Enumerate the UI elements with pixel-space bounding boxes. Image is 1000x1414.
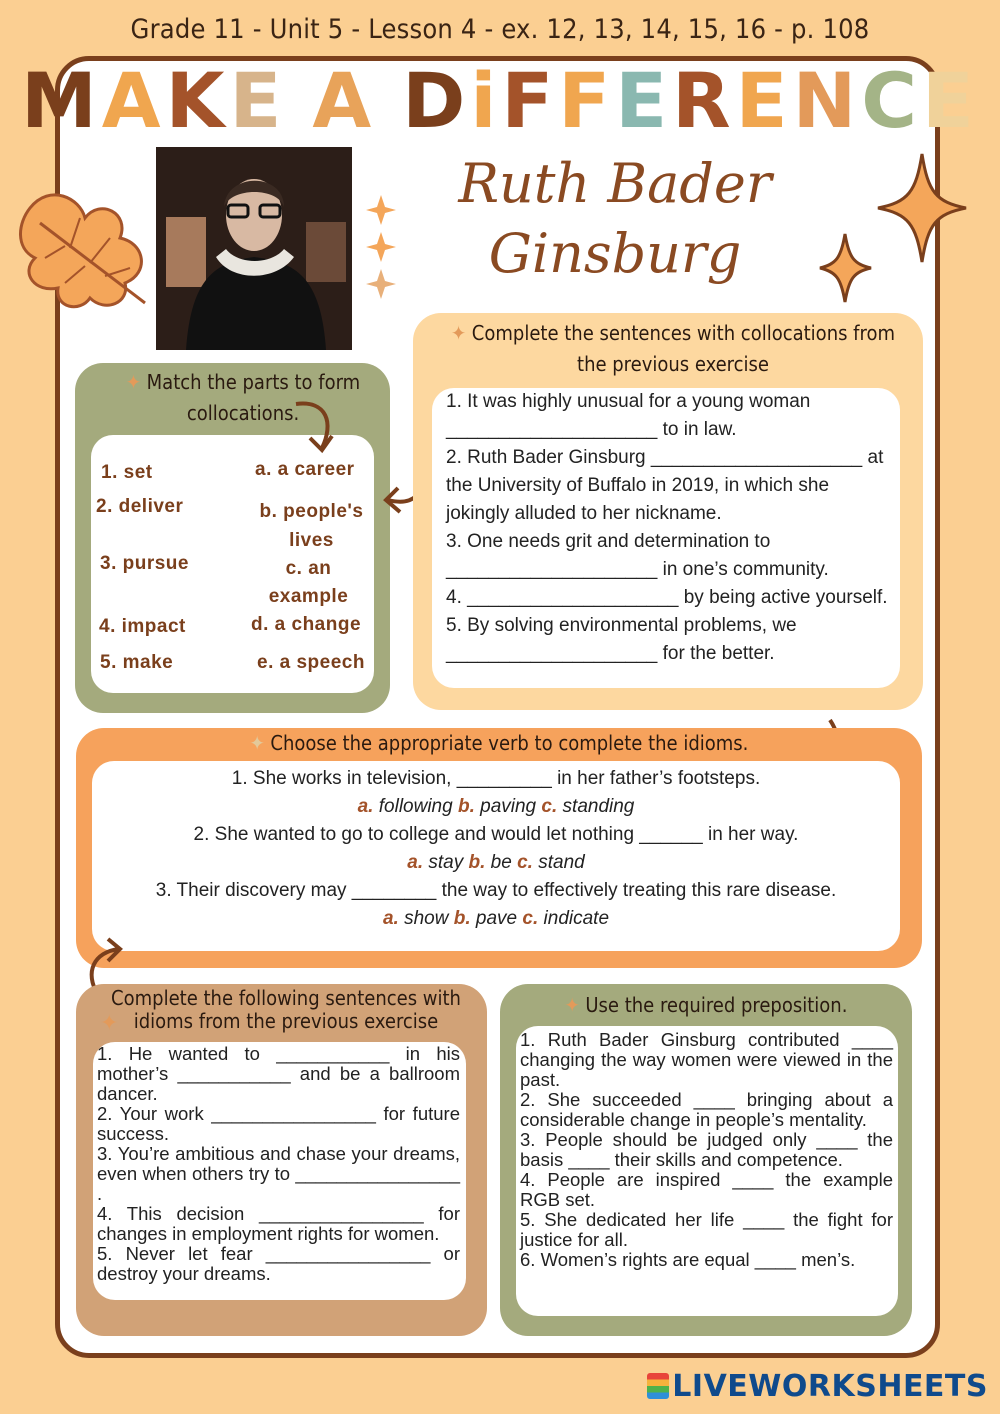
title-letter: E — [615, 56, 673, 145]
option-letter: b. — [453, 908, 471, 929]
option-letter: a. — [382, 908, 399, 929]
option-text[interactable]: pave — [470, 908, 523, 929]
leaf-icon — [10, 178, 160, 323]
verb-options-2 — [92, 849, 900, 877]
collocation-right-c: c. an example — [268, 558, 349, 607]
complete-item-3: 3. One needs grit and determination to ____________________ in one’s community. — [446, 531, 829, 580]
star-large-icon — [876, 152, 968, 264]
idiom-item-4: 4. This decision ________________ for changes in employment rights for women. — [97, 1203, 460, 1244]
collocation-left-2: 2. deliver — [96, 496, 184, 517]
option-text[interactable]: indicate — [538, 908, 610, 929]
collocation-right-b: b. people's lives — [259, 501, 364, 551]
star-small-icon — [818, 232, 873, 304]
portrait-photo — [156, 147, 352, 350]
collocation-left-4: 4. impact — [99, 616, 186, 637]
title-letter: K — [165, 56, 230, 145]
complete-item-4: 4. ____________________ by being active yourself. — [446, 587, 888, 608]
prep-item-4: 4. People are inspired ____ the example RGB set. — [520, 1169, 893, 1210]
option-text[interactable]: paving — [474, 796, 542, 817]
verb-panel — [76, 728, 922, 968]
title-letter: A — [101, 56, 166, 145]
collocation-left-5: 5. make — [100, 652, 174, 673]
title-letter: D — [402, 56, 471, 145]
title-letter: C — [861, 56, 922, 145]
complete-item-1: 1. It was highly unusual for a young woman ____________________ to in law. — [446, 391, 811, 440]
arrow-icon — [292, 398, 342, 458]
option-text[interactable]: stay — [423, 852, 469, 873]
title-letter: E — [921, 56, 979, 145]
complete-inner — [432, 388, 900, 688]
idiom-inner — [93, 1042, 466, 1300]
title-letter: F — [558, 56, 616, 145]
option-letter: c. — [517, 852, 533, 873]
option-letter: c. — [541, 796, 558, 817]
title-letter: E — [735, 56, 793, 145]
option-text[interactable]: show — [398, 908, 454, 929]
idiom-panel — [76, 984, 487, 1336]
title-letter: M — [21, 56, 102, 145]
option-letter: b. — [457, 796, 475, 817]
option-text[interactable]: standing — [557, 796, 635, 817]
prep-item-6: 6. Women’s rights are equal ____ men’s. — [520, 1249, 856, 1270]
complete-panel-heading: ✦ Complete the sentences with collocations from the previous exercise — [451, 321, 895, 376]
option-text[interactable]: following — [373, 796, 458, 817]
prep-item-2: 2. She succeeded ____ bringing about a considerable change in people’s mentality. — [520, 1089, 893, 1130]
liveworksheets-logo[interactable]: LIVEWORKSHEETS — [647, 1369, 988, 1404]
option-letter: a. — [357, 796, 374, 817]
title-letter: A — [312, 56, 377, 145]
idiom-panel-heading: Complete the following sentences with idioms from the previous exercise — [111, 986, 461, 1033]
title-letter: R — [672, 56, 736, 145]
verb-inner — [92, 761, 900, 951]
idiom-item-1: 1. He wanted to ___________ in his mother’s ___________ and be a ballroom dancer. — [97, 1043, 460, 1104]
title-letter: F — [501, 56, 559, 145]
sparkle-icon: ✦ — [100, 1010, 119, 1035]
match-panel — [75, 363, 390, 713]
collocation-left-1: 1. set — [101, 462, 153, 483]
option-text[interactable]: be — [485, 852, 518, 873]
collocation-left-3: 3. pursue — [100, 553, 189, 574]
title-letter: E — [229, 56, 287, 145]
sparkle-icons — [366, 195, 396, 305]
match-inner — [91, 435, 374, 693]
verb-panel-heading: ✦ Choose the appropriate verb to complete the idioms. — [249, 731, 749, 755]
title-letter: N — [792, 56, 862, 145]
match-panel-heading: ✦ Match the parts to form collocations. — [125, 370, 361, 425]
worksheet-title — [0, 58, 1000, 144]
option-letter: a. — [407, 852, 424, 873]
complete-item-5: 5. By solving environmental problems, we ____________________ for the better. — [446, 615, 797, 664]
subject-name-line1: Ruth Bader — [458, 152, 772, 215]
collocation-right-d: d. a change — [251, 614, 362, 635]
idiom-item-3: 3. You’re ambitious and chase your dreams, even when others try to ________________ . — [97, 1143, 460, 1204]
prep-item-3: 3. People should be judged only ____ the basis ____ their skills and competence. — [520, 1129, 893, 1170]
verb-question-1: 1. She works in television, _________ in her father’s footsteps. — [231, 768, 761, 789]
complete-panel — [413, 313, 923, 710]
option-letter: c. — [522, 908, 539, 929]
collocation-right-a: a. a career — [255, 459, 355, 480]
liveworksheets-icon — [647, 1373, 669, 1399]
verb-question-3: 3. Their discovery may ________ the way to effectively treating this rare disease. — [155, 880, 837, 901]
prep-panel — [500, 984, 912, 1336]
idiom-item-5: 5. Never let fear ________________ or destroy your dreams. — [97, 1243, 460, 1284]
prep-item-1: 1. Ruth Bader Ginsburg contributed ____ changing the way women were viewed in the past. — [520, 1029, 893, 1090]
prep-panel-heading: ✦ Use the required preposition. — [564, 993, 848, 1017]
collocation-right-e: e. a speech — [257, 652, 365, 673]
prep-item-5: 5. She dedicated her life ____ the fight for justice for all. — [520, 1209, 893, 1250]
subject-name-line2: Ginsburg — [488, 222, 742, 285]
prep-inner — [516, 1026, 898, 1316]
verb-options-1 — [92, 793, 900, 821]
verb-options-3 — [92, 905, 900, 933]
option-letter: b. — [468, 852, 486, 873]
option-text[interactable]: stand — [532, 852, 585, 873]
idiom-item-2: 2. Your work ________________ for future success. — [97, 1103, 460, 1144]
title-letter: i — [470, 56, 502, 145]
page-header: Grade 11 - Unit 5 - Lesson 4 - ex. 12, 13, 14, 15, 16 - p. 108 — [130, 14, 870, 45]
verb-question-2: 2. She wanted to go to college and would let nothing ______ in her way. — [193, 824, 799, 845]
complete-item-2: 2. Ruth Bader Ginsburg ____________________ at the University of Buffalo in 2019, in which she jokingly alluded to her nickname. — [446, 447, 884, 524]
